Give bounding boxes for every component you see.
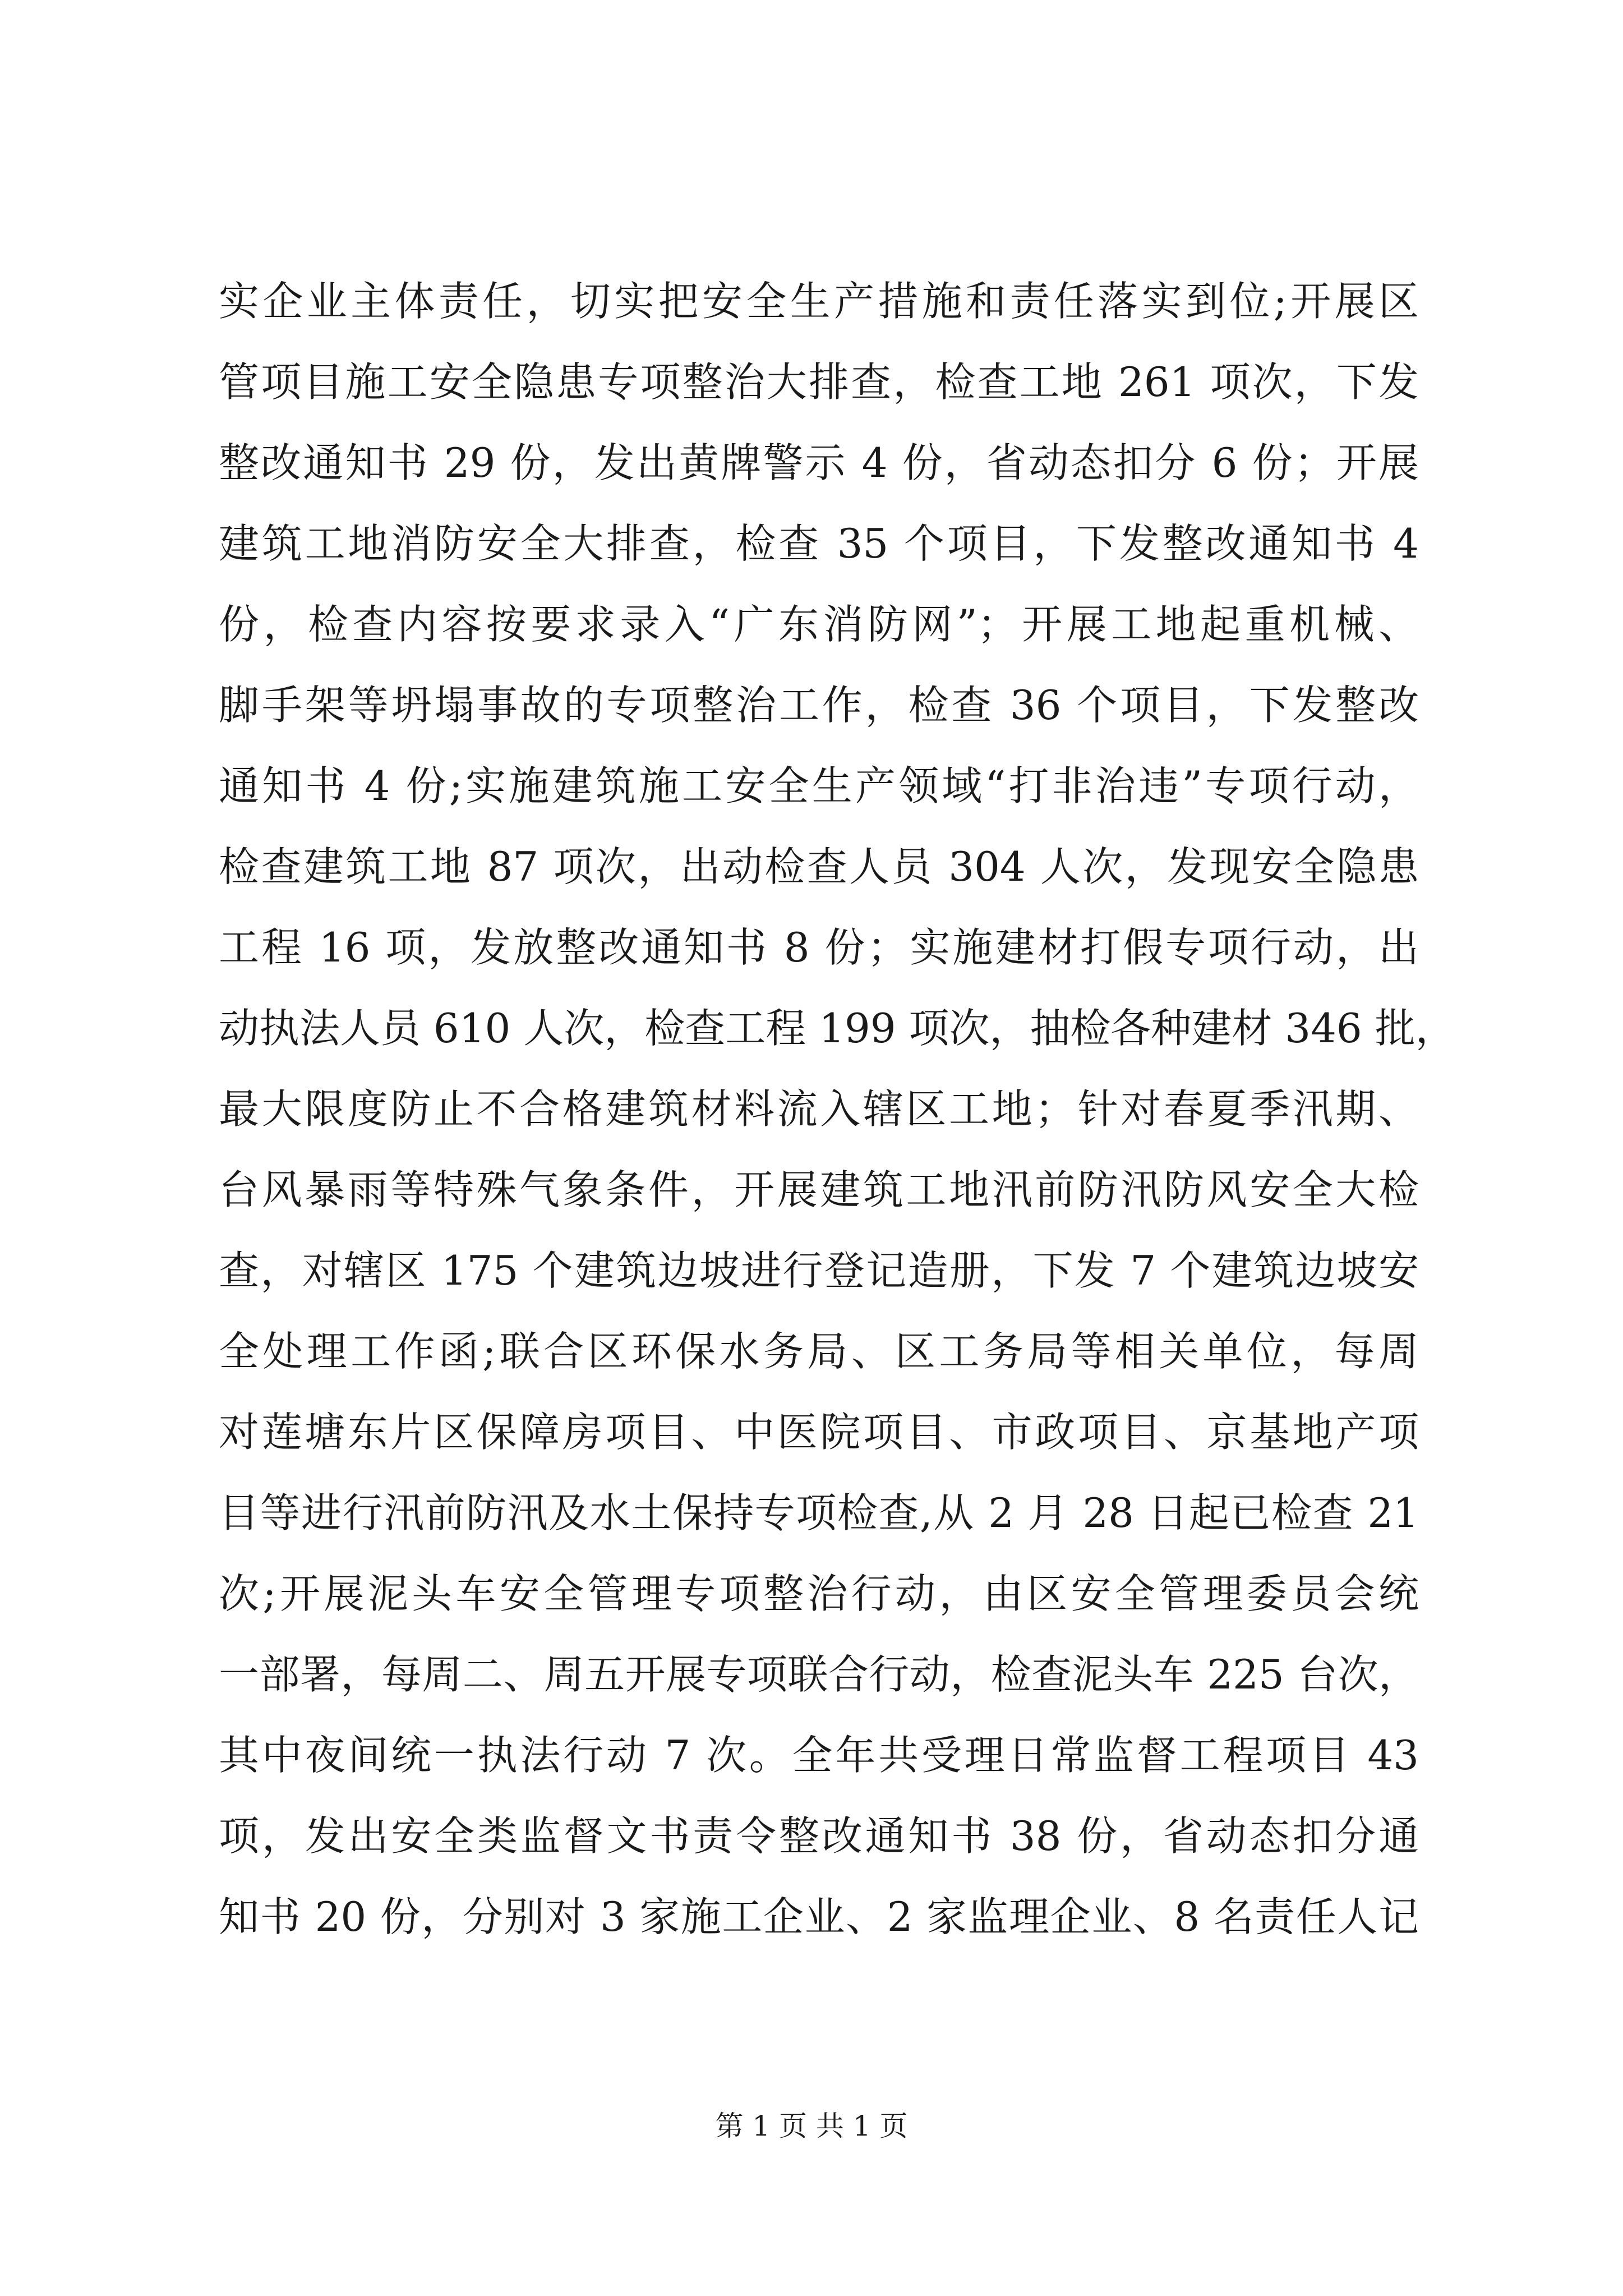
text-line: 实企业主体责任，切实把安全生产措施和责任落实到位;开展区	[219, 278, 1419, 325]
text-line: 目等进行汛前防汛及水土保持专项检查,从 2 月 28 日起已检查 21	[219, 1489, 1419, 1536]
text-line: 整改通知书 29 份，发出黄牌警示 4 份，省动态扣分 6 份；开展	[219, 439, 1419, 486]
text-line: 管项目施工安全隐患专项整治大排查，检查工地 261 项次，下发	[219, 358, 1419, 406]
text-line: 台风暴雨等特殊气象条件，开展建筑工地汛前防汛防风安全大检	[219, 1166, 1419, 1213]
text-line: 项，发出安全类监督文书责令整改通知书 38 份，省动态扣分通	[219, 1812, 1419, 1860]
text-line: 通知书 4 份;实施建筑施工安全生产领域“打非治违”专项行动，	[219, 762, 1419, 809]
text-line: 检查建筑工地 87 项次，出动检查人员 304 人次，发现安全隐患	[219, 843, 1419, 890]
page-number-label: 第 1 页 共 1 页	[715, 2110, 908, 2142]
text-line: 一部署，每周二、周五开展专项联合行动，检查泥头车 225 台次，	[219, 1651, 1419, 1698]
text-line: 工程 16 项，发放整改通知书 8 份；实施建材打假专项行动，出	[219, 924, 1419, 971]
text-line: 次;开展泥头车安全管理专项整治行动，由区安全管理委员会统	[219, 1570, 1419, 1617]
text-line: 动执法人员 610 人次，检查工程 199 项次，抽检各种建材 346 批，	[219, 1005, 1456, 1052]
text-line: 最大限度防止不合格建筑材料流入辖区工地；针对春夏季汛期、	[219, 1085, 1419, 1133]
text-line: 知书 20 份，分别对 3 家施工企业、2 家监理企业、8 名责任人记	[219, 1893, 1419, 1940]
page-footer	[0, 2109, 1623, 2143]
body-text	[219, 261, 1456, 1957]
text-line: 全处理工作函;联合区环保水务局、区工务局等相关单位，每周	[219, 1328, 1419, 1375]
text-line: 对莲塘东片区保障房项目、中医院项目、市政项目、京基地产项	[219, 1409, 1419, 1456]
text-line: 查，对辖区 175 个建筑边坡进行登记造册，下发 7 个建筑边坡安	[219, 1247, 1419, 1294]
text-line: 脚手架等坍塌事故的专项整治工作，检查 36 个项目，下发整改	[219, 682, 1419, 729]
text-line: 其中夜间统一执法行动 7 次。全年共受理日常监督工程项目 43	[219, 1732, 1419, 1779]
text-line: 建筑工地消防安全大排查，检查 35 个项目，下发整改通知书 4	[219, 520, 1419, 567]
text-line: 份，检查内容按要求录入“广东消防网”；开展工地起重机械、	[219, 601, 1419, 648]
